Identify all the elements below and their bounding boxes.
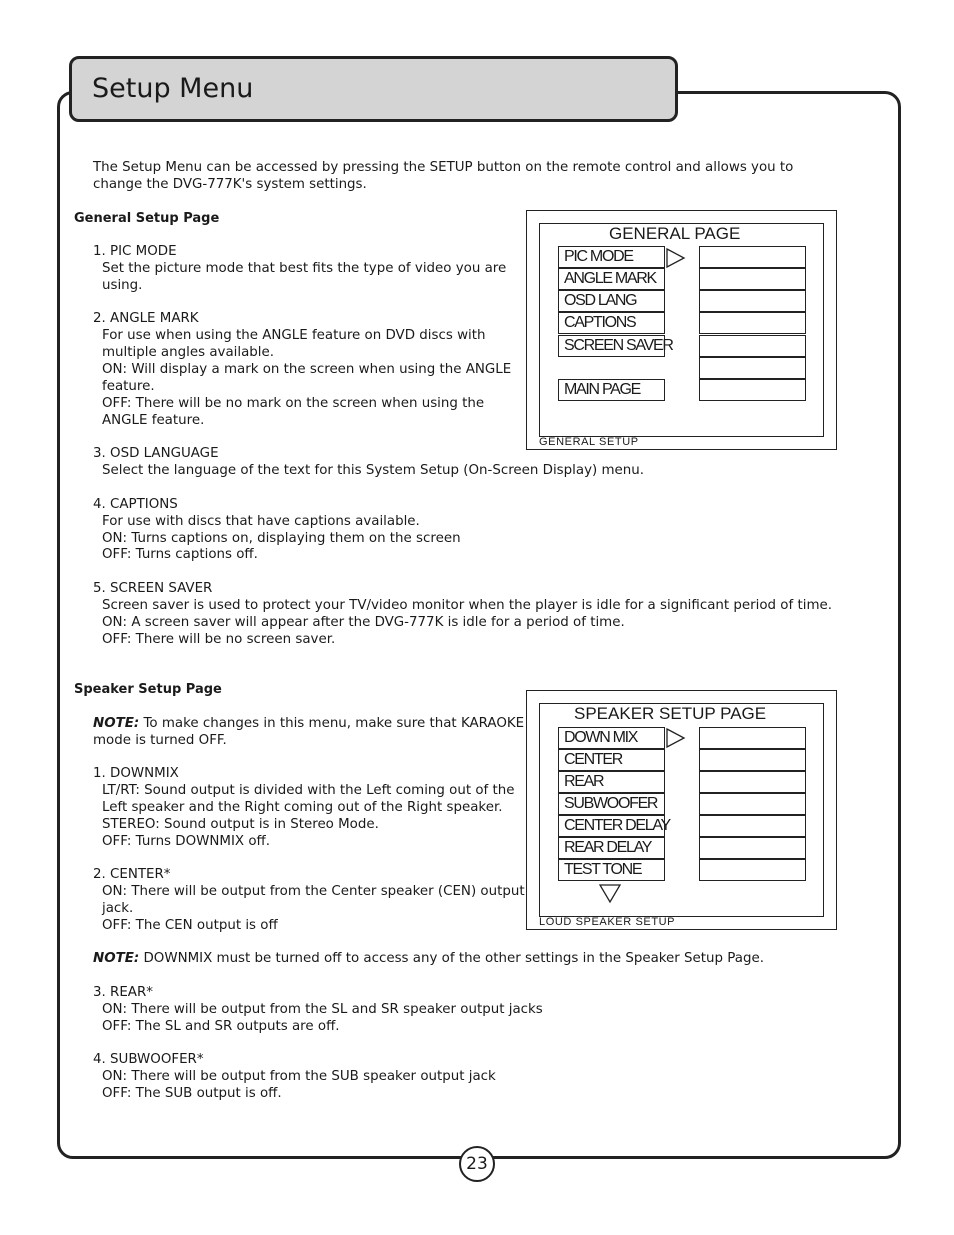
section-heading-speaker: Speaker Setup Page [74, 682, 222, 697]
osd-value-box [699, 727, 806, 749]
page-title: Setup Menu [92, 73, 254, 104]
item-text: ON: There will be output from the SUB speaker output jack [102, 1069, 496, 1084]
item-text: OFF: Turns captions off. [102, 547, 258, 562]
osd-menu-item: CENTER [558, 749, 665, 771]
arrow-right-icon [666, 728, 686, 748]
osd-value-box [699, 312, 806, 334]
osd-menu-item: DOWN MIX [558, 727, 665, 749]
item-text: OFF: There will be no screen saver. [102, 632, 336, 647]
osd-menu-item: PIC MODE [558, 246, 665, 268]
intro-line: change the DVG-777K's system settings. [93, 177, 367, 192]
item-text: Left speaker and the Right coming out of the Right speaker. [102, 800, 503, 815]
item-text: using. [102, 278, 143, 293]
item-text: For use with discs that have captions available. [102, 514, 420, 529]
note-line [93, 715, 524, 732]
section-heading-general: General Setup Page [74, 211, 220, 226]
osd-menu-item: ANGLE MARK [558, 268, 665, 290]
osd-title: GENERAL PAGE [609, 224, 741, 243]
item-text: OFF: There will be no mark on the screen when using the [102, 396, 485, 411]
osd-value-box [699, 749, 806, 771]
arrow-down-icon [599, 884, 621, 904]
arrow-right-icon [666, 248, 686, 268]
osd-value-box [699, 793, 806, 815]
item-title: 2. ANGLE MARK [93, 311, 199, 326]
page-number: 23 [459, 1146, 495, 1182]
note-text: DOWNMIX must be turned off to access any of the other settings in the Speaker Setup Page. [139, 951, 764, 966]
osd-value-box [699, 379, 806, 401]
note-text: To make changes in this menu, make sure that KARAOKE [139, 716, 525, 731]
osd-value-box [699, 859, 806, 881]
item-title: 4. CAPTIONS [93, 497, 178, 512]
osd-menu-item: TEST TONE [558, 859, 665, 881]
item-text: OFF: The SL and SR outputs are off. [102, 1019, 340, 1034]
item-text: jack. [102, 901, 134, 916]
item-text: feature. [102, 379, 155, 394]
item-title: 3. OSD LANGUAGE [93, 446, 219, 461]
osd-value-box [699, 246, 806, 268]
osd-menu-item: CENTER DELAY [558, 815, 665, 837]
item-text: Screen saver is used to protect your TV/video monitor when the player is idle for a significant period of time. [102, 598, 832, 613]
note-line: mode is turned OFF. [93, 733, 227, 748]
osd-value-box [699, 268, 806, 290]
item-text: ON: A screen saver will appear after the DVG-777K is idle for a period of time. [102, 615, 625, 630]
osd-menu-item: CAPTIONS [558, 312, 665, 334]
osd-value-box [699, 771, 806, 793]
osd-menu-item: MAIN PAGE [558, 379, 665, 401]
osd-value-box [699, 290, 806, 312]
item-text: ANGLE feature. [102, 413, 205, 428]
item-text: For use when using the ANGLE feature on DVD discs with [102, 328, 486, 343]
osd-menu-item: REAR [558, 771, 665, 793]
item-text: ON: There will be output from the SL and SR speaker output jacks [102, 1002, 543, 1017]
item-text: LT/RT: Sound output is divided with the Left coming out of the [102, 783, 515, 798]
item-text: STEREO: Sound output is in Stereo Mode. [102, 817, 379, 832]
item-text: Select the language of the text for this System Setup (On-Screen Display) menu. [102, 463, 644, 478]
osd-menu-item: SUBWOOFER [558, 793, 665, 815]
item-text: ON: There will be output from the Center speaker (CEN) output [102, 884, 525, 899]
osd-value-box [699, 357, 806, 379]
note-label: NOTE: [93, 716, 140, 731]
item-title: 1. PIC MODE [93, 244, 177, 259]
item-text: OFF: Turns DOWNMIX off. [102, 834, 271, 849]
osd-caption: GENERAL SETUP [539, 436, 639, 448]
title-tab [69, 56, 678, 122]
osd-general-page-diagram [526, 210, 837, 450]
osd-menu-item: SCREEN SAVER [558, 335, 665, 357]
osd-value-box [699, 837, 806, 859]
osd-value-box [699, 815, 806, 837]
osd-value-box [699, 335, 806, 357]
item-text: Set the picture mode that best fits the type of video you are [102, 261, 507, 276]
note-line [93, 950, 764, 967]
intro-line: The Setup Menu can be accessed by pressing the SETUP button on the remote control and allows you to [93, 160, 794, 175]
item-title: 5. SCREEN SAVER [93, 581, 213, 596]
item-title: 3. REAR* [93, 985, 153, 1000]
item-text: multiple angles available. [102, 345, 275, 360]
item-text: ON: Will display a mark on the screen when using the ANGLE [102, 362, 512, 377]
item-text: OFF: The SUB output is off. [102, 1086, 282, 1101]
item-text: ON: Turns captions on, displaying them on the screen [102, 531, 461, 546]
item-title: 1. DOWNMIX [93, 766, 179, 781]
item-text: OFF: The CEN output is off [102, 918, 278, 933]
osd-speaker-page-diagram [526, 690, 837, 930]
item-title: 4. SUBWOOFER* [93, 1052, 204, 1067]
osd-menu-item: REAR DELAY [558, 837, 665, 859]
note-label: NOTE: [93, 951, 140, 966]
osd-menu-item: OSD LANG [558, 290, 665, 312]
osd-caption: LOUD SPEAKER SETUP [539, 916, 676, 928]
item-title: 2. CENTER* [93, 867, 171, 882]
osd-title: SPEAKER SETUP PAGE [574, 704, 767, 723]
